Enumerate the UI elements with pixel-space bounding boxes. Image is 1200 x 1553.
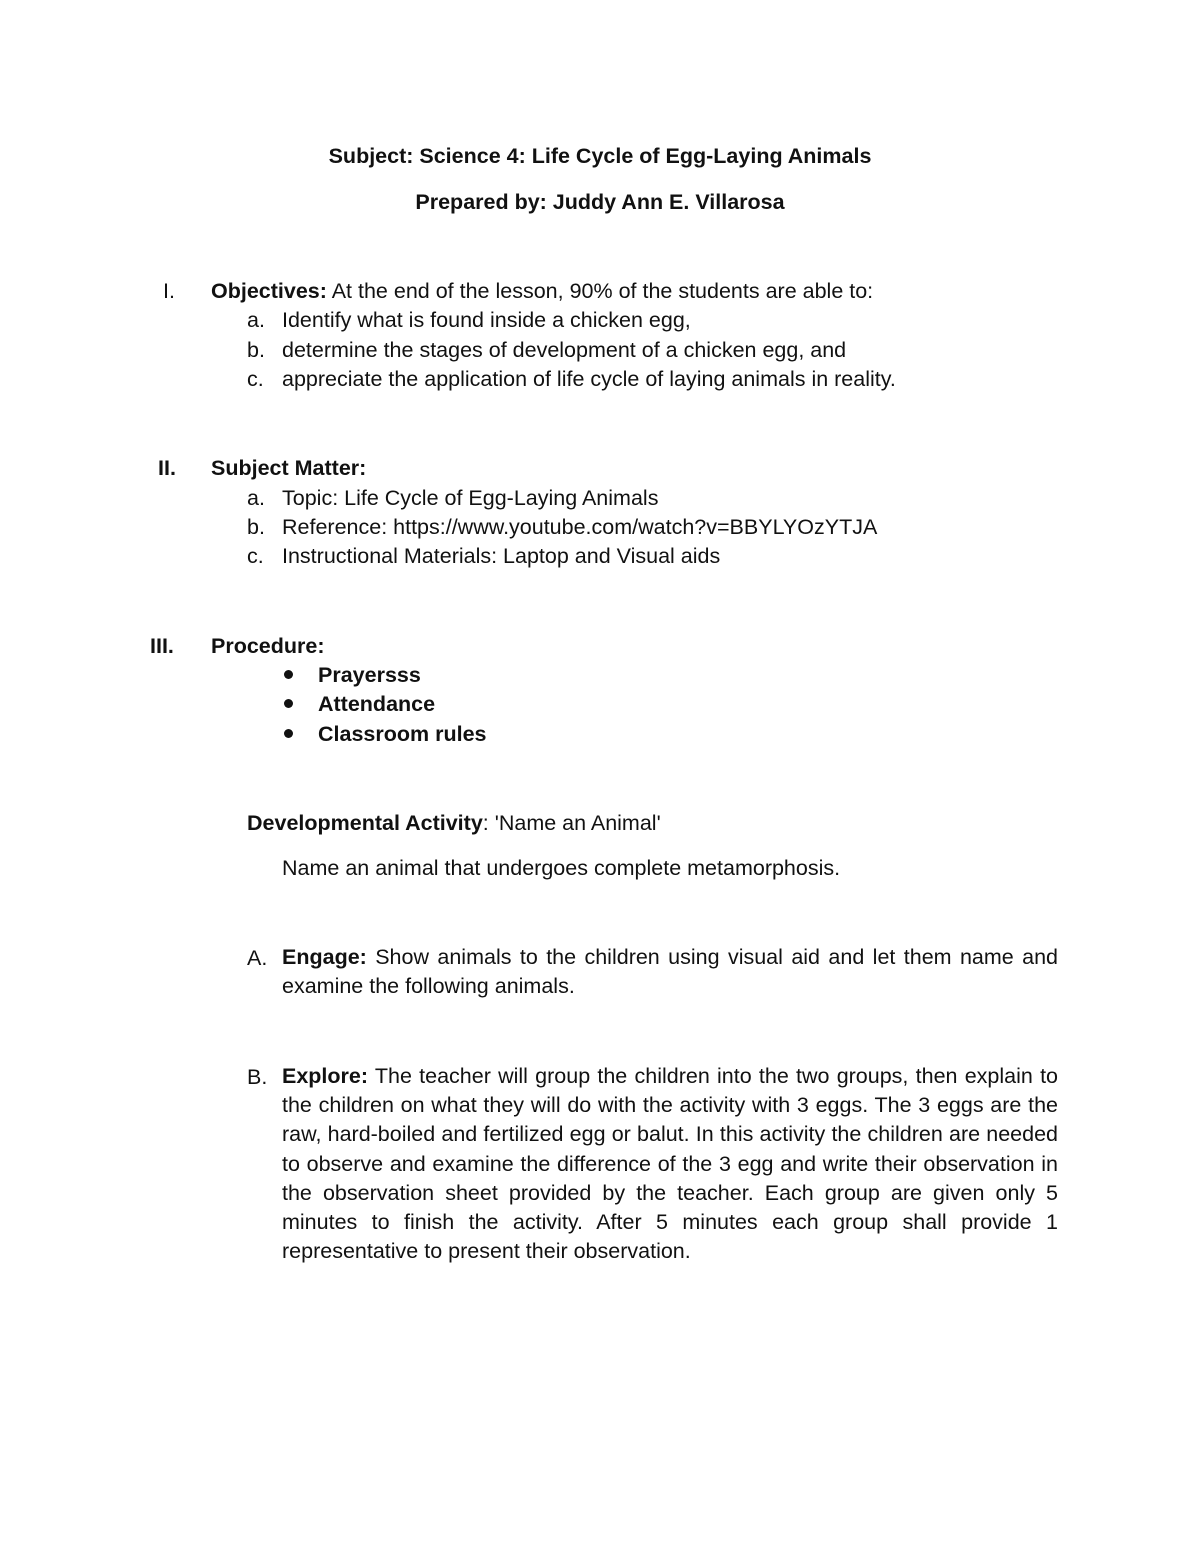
- objective-marker: b.: [247, 338, 265, 362]
- objective-item: appreciate the application of life cycle of laying animals in reality.: [282, 367, 896, 391]
- procedure-bullet-item: Attendance: [318, 692, 436, 716]
- objective-item: Identify what is found inside a chicken egg,: [282, 308, 691, 332]
- explore-paragraph: [282, 1062, 1058, 1266]
- procedure-bullet-item: Classroom rules: [318, 722, 487, 746]
- explore-text: The teacher will group the children into the two groups, then explain to the children on what they will do with the activity with 3 eggs. The 3 eggs are the raw, hard-boiled and fertilized egg or balut. In this activity the children are needed to observe and examine the difference of the 3 egg and write their observation in the observation sheet provided by the teacher. Each group are given only 5 minutes to finish the activity. After 5 minutes each group shall provide 1 representative to present their observation.: [282, 1064, 1058, 1264]
- objective-marker: a.: [247, 308, 265, 332]
- objective-item: determine the stages of development of a chicken egg, and: [282, 338, 847, 362]
- procedure-title: Procedure:: [211, 634, 325, 658]
- engage-paragraph: [282, 943, 1058, 1001]
- engage-label: Engage:: [282, 945, 367, 969]
- developmental-activity-label: Developmental Activity: [247, 811, 483, 835]
- objectives-title: Objectives:: [211, 279, 327, 303]
- subject-matter-marker: c.: [247, 544, 264, 568]
- objectives-heading: [211, 278, 873, 304]
- subject-matter-title: Subject Matter:: [211, 456, 367, 480]
- subject-matter-item: Instructional Materials: Laptop and Visual aids: [282, 544, 721, 568]
- developmental-activity-heading: [247, 810, 661, 836]
- objectives-intro: At the end of the lesson, 90% of the students are able to:: [326, 279, 874, 303]
- objective-marker: c.: [247, 367, 264, 391]
- procedure-bullet-item: Prayersss: [318, 663, 421, 687]
- engage-text: Show animals to the children using visual aid and let them name and examine the following animals.: [282, 945, 1058, 999]
- subject-matter-item: Topic: Life Cycle of Egg-Laying Animals: [282, 486, 659, 510]
- explore-label: Explore:: [282, 1064, 369, 1088]
- bullet-dot-icon: [284, 729, 293, 738]
- bullet-dot-icon: [284, 670, 293, 679]
- document-subject-title: Subject: Science 4: Life Cycle of Egg-Laying Animals: [328, 144, 872, 168]
- document-prepared-by: Prepared by: Juddy Ann E. Villarosa: [415, 190, 785, 214]
- developmental-activity-name: : 'Name an Animal': [482, 811, 661, 835]
- bullet-dot-icon: [284, 699, 293, 708]
- subject-matter-marker: a.: [247, 486, 265, 510]
- subject-matter-item: Reference: https://www.youtube.com/watch?v=BBYLYOzYTJA: [282, 515, 878, 539]
- subject-matter-marker: b.: [247, 515, 265, 539]
- explore-marker: B.: [247, 1065, 268, 1089]
- section-numeral-objectives: I.: [163, 279, 175, 303]
- developmental-activity-instruction: Name an animal that undergoes complete metamorphosis.: [282, 856, 841, 880]
- section-numeral-subject-matter: II.: [158, 456, 176, 480]
- engage-marker: A.: [247, 946, 268, 970]
- section-numeral-procedure: III.: [150, 634, 174, 658]
